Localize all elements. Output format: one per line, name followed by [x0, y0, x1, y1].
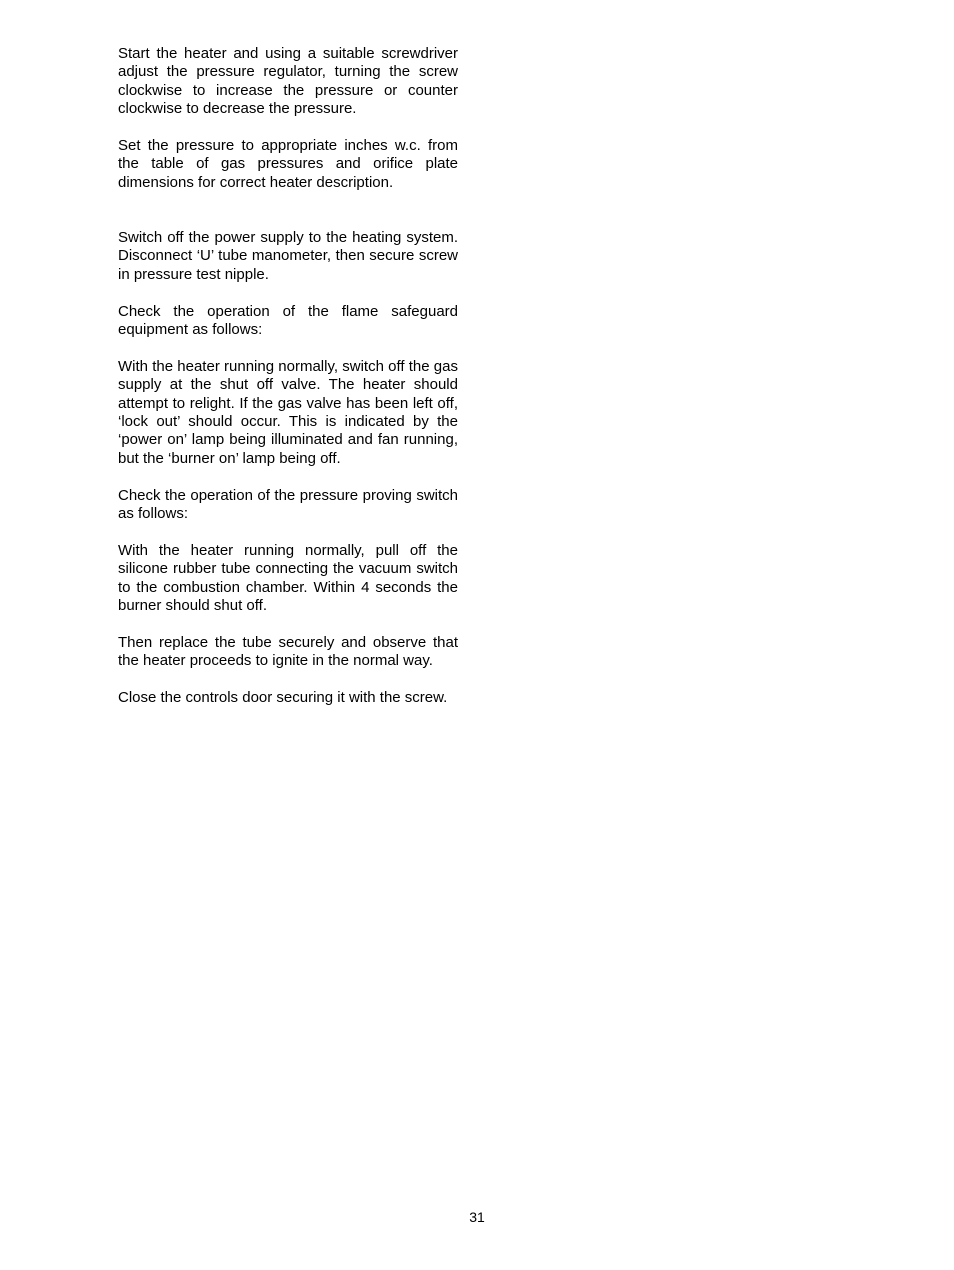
paragraph-replace-tube: Then replace the tube securely and observe that the heater proceeds to ignite in the normal way.: [118, 633, 458, 670]
text-column: [118, 45, 458, 708]
paragraph-check-pressure-switch: Check the operation of the pressure proving switch as follows:: [118, 486, 458, 523]
paragraph-check-flame-safeguard: Check the operation of the flame safeguard equipment as follows:: [118, 302, 458, 339]
paragraph-close-door: Close the controls door securing it with the screw.: [118, 689, 448, 707]
paragraph-switch-off-power: Switch off the power supply to the heating system. Disconnect ‘U’ tube manometer, then secure screw in pressure test nipple.: [118, 229, 458, 283]
paragraph-set-pressure: Set the pressure to appropriate inches w.c. from the table of gas pressures and orifice plate dimensions for correct heater description.: [118, 137, 458, 191]
paragraph-start-heater: Start the heater and using a suitable screwdriver adjust the pressure regulator, turning the screw clockwise to increase the pressure or counter clockwise to decrease the pressure.: [118, 45, 458, 118]
page-number: 31: [469, 1209, 485, 1225]
paragraph-vacuum-tube-test: With the heater running normally, pull off the silicone rubber tube connecting the vacuum switch to the combustion chamber. Within 4 seconds the burner should shut off.: [118, 541, 458, 615]
paragraph-gas-supply-test: With the heater running normally, switch off the gas supply at the shut off valve. The heater should attempt to relight. If the gas valve has been left off, ‘lock out’ should occur. This is indicated by the ‘power on’ lamp being illuminated and fan running, but the ‘burner on’ lamp being off.: [118, 357, 458, 467]
